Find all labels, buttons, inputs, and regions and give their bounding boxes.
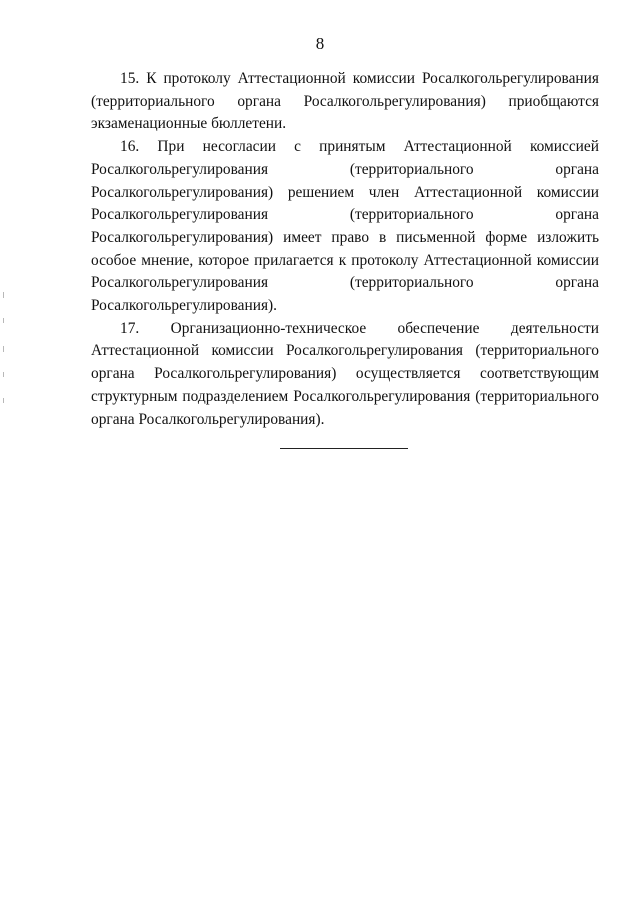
scan-mark (3, 398, 4, 403)
scan-mark (3, 318, 4, 323)
page-number: 8 (315, 34, 325, 53)
paragraph-15: 15. К протоколу Аттестационной комиссии Росалкогольрегулирования (территориального органа Росалкогольрегулирования) приобщаются экзаменационные бюллетени. (91, 70, 599, 133)
document-body (91, 68, 599, 431)
end-separator-line (280, 448, 408, 449)
scan-mark (3, 292, 4, 298)
scan-mark (3, 372, 4, 377)
paragraph-17: 17. Организационно-техническое обеспечение деятельности Аттестационной комиссии Росалкогольрегулирования (территориального органа Росалкогольрегулирования) осуществляется соответствующим структурным подразделением Росалкогольрегулирования (территориального органа Росалкогольрегулирования). (91, 319, 599, 428)
scan-mark (3, 346, 4, 352)
paragraph-16: 16. При несогласии с принятым Аттестационной комиссией Росалкогольрегулирования (территориального органа Росалкогольрегулирования) решением член Аттестационной комиссии Росалкогольрегулирования (территориального органа Росалкогольрегулирования) имеет право в письменной форме изложить особое мнение, которое прилагается к протоколу Аттестационной комиссии Росалкогольрегулирования (территориального органа Росалкогольрегулирования). (91, 138, 599, 315)
